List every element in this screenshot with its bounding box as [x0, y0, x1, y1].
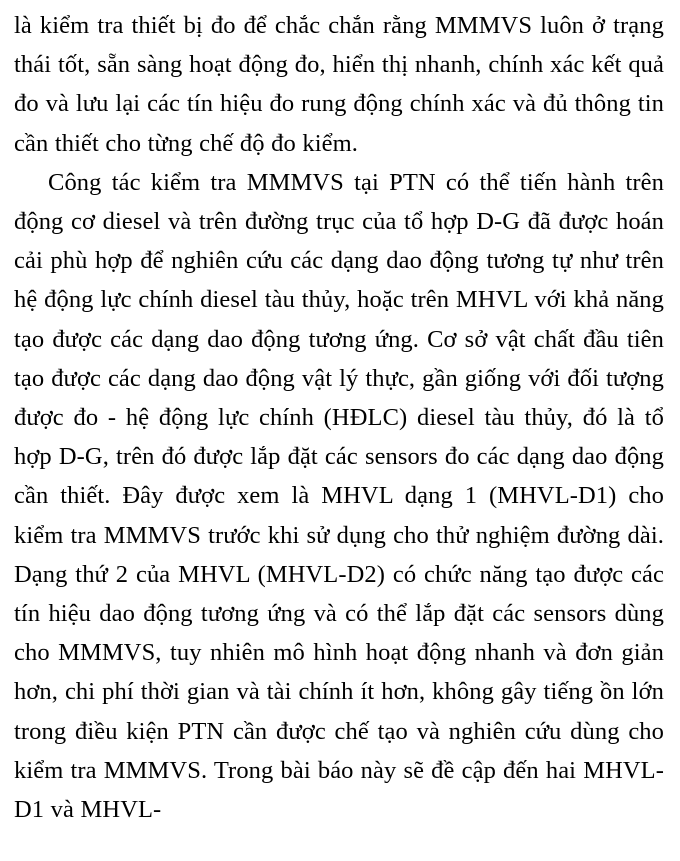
- paragraph-continuation: là kiểm tra thiết bị đo để chắc chắn rằng MMMVS luôn ở trạng thái tốt, sẵn sàng hoạt động đo, hiển thị nhanh, chính xác kết quả đo và lưu lại các tín hiệu đo rung động chính xác và đủ thông tin cần thiết cho từng chế độ đo kiểm.: [14, 12, 664, 157]
- page-body: [14, 6, 664, 829]
- paragraph-main: Công tác kiểm tra MMMVS tại PTN có thể tiến hành trên động cơ diesel và trên đường trục của tổ hợp D-G đã được hoán cải phù hợp để nghiên cứu các dạng dao động tương tự như trên hệ động lực chính diesel tàu thủy, hoặc trên MHVL với khả năng tạo được các dạng dao động tương ứng. Cơ sở vật chất đầu tiên tạo được các dạng dao động vật lý thực, gần giống với đối tượng được đo - hệ động lực chính (HĐLC) diesel tàu thủy, đó là tổ hợp D-G, trên đó được lắp đặt các sensors đo các dạng dao động cần thiết. Đây được xem là MHVL dạng 1 (MHVL-D1) cho kiểm tra MMMVS trước khi sử dụng cho thử nghiệm đường dài. Dạng thứ 2 của MHVL (MHVL-D2) có chức năng tạo được các tín hiệu dao động tương ứng và có thể lắp đặt các sensors dùng cho MMMVS, tuy nhiên mô hình hoạt động nhanh và đơn giản hơn, chi phí thời gian và tài chính ít hơn, không gây tiếng ồn lớn trong điều kiện PTN cần được chế tạo và nghiên cứu dùng cho kiểm tra MMMVS. Trong bài báo này sẽ đề cập đến hai MHVL-D1 và MHVL-: [14, 168, 664, 824]
